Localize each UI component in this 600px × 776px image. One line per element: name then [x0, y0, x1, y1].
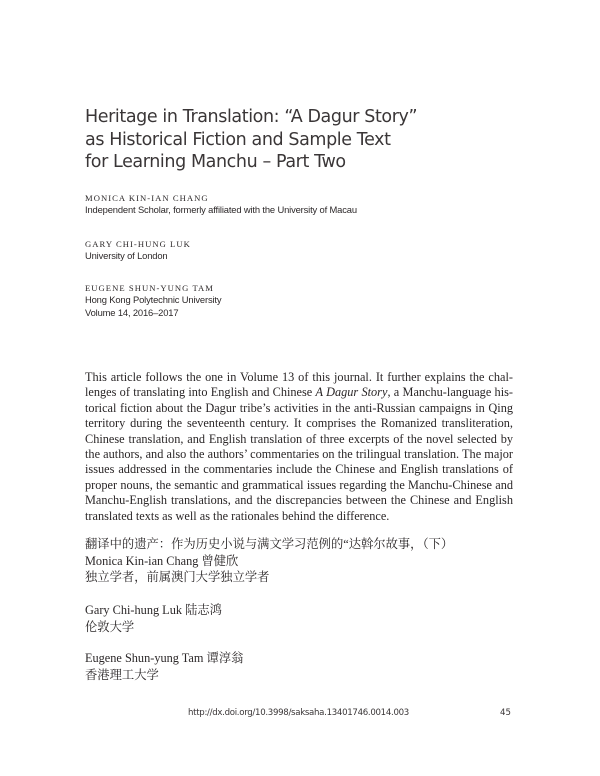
author-affiliation: Hong Kong Polytechnic University	[85, 294, 222, 305]
abstract-line: the authors, and also the authors’ commentaries on the trilingual translation. The major	[85, 447, 513, 462]
abstract-text: , a Manchu-language his-	[387, 385, 513, 400]
book-title-italic: A Dagur Story	[315, 385, 388, 400]
abstract-line	[85, 385, 513, 400]
abstract-text: lenges of translating into English and Chinese	[85, 385, 316, 400]
chinese-author-name: Gary Chi-hung Luk 陆志鸿	[85, 603, 222, 617]
chinese-author-affiliation: 伦敦大学	[85, 619, 135, 634]
chinese-author-luk	[85, 602, 515, 635]
abstract-line: proper nouns, the semantic and grammatical issues regarding the Manchu-Chinese and	[85, 477, 513, 492]
author-affiliation: University of London	[85, 250, 168, 261]
chinese-author-affiliation: 独立学者，前属澳门大学独立学者	[85, 570, 270, 584]
author-name: GARY CHI-HUNG LUK	[85, 239, 191, 249]
abstract-line: translated texts as well as the rationales behind the difference.	[85, 508, 390, 523]
chinese-title-block	[85, 536, 515, 586]
author-name: MONICA KIN-IAN CHANG	[85, 193, 209, 203]
author-luk	[85, 238, 505, 263]
chinese-author-tam	[85, 650, 515, 683]
page-number: 45	[500, 708, 511, 718]
abstract	[85, 370, 513, 524]
chinese-author-name: Monica Kin-ian Chang 曾健欣	[85, 553, 239, 568]
abstract-line: territory during the seventeenth century. It comprises the Romanized transliteration,	[85, 416, 513, 431]
title-line: as Historical Fiction and Sample Text	[85, 129, 391, 150]
article-title	[85, 106, 505, 174]
doi-link[interactable]: http://dx.doi.org/10.3998/saksaha.13401746.0014.003	[188, 708, 409, 718]
title-line: Heritage in Translation: “A Dagur Story”	[85, 107, 418, 127]
author-chang	[85, 192, 505, 217]
abstract-line: Chinese translation, and English translation of three excerpts of the novel selected by	[85, 431, 513, 446]
chinese-title: 翻译中的遗产：作为历史小说与满文学习范例的“达斡尔故事，（下）	[85, 537, 454, 551]
chinese-author-name: Eugene Shun-yung Tam 谭淳翁	[85, 651, 244, 665]
chinese-author-affiliation: 香港理工大学	[85, 667, 159, 682]
volume-info: Volume 14, 2016–2017	[85, 306, 179, 318]
author-name: EUGENE SHUN-YUNG TAM	[85, 283, 215, 293]
author-tam	[85, 282, 505, 319]
abstract-line: This article follows the one in Volume 13 of this journal. It further explains the chal-	[85, 370, 513, 384]
title-line: for Learning Manchu – Part Two	[85, 152, 346, 172]
abstract-line: torical fiction about the Dagur tribe’s activities in the anti-Russian campaigns in Qing	[85, 400, 513, 415]
abstract-line: Manchu-English translations, and the discrepancies between the Chinese and English	[85, 493, 513, 508]
abstract-line: issues addressed in the commentaries include the Chinese and English translations of	[85, 462, 513, 477]
author-affiliation: Independent Scholar, formerly affiliated with the University of Macau	[85, 204, 357, 215]
